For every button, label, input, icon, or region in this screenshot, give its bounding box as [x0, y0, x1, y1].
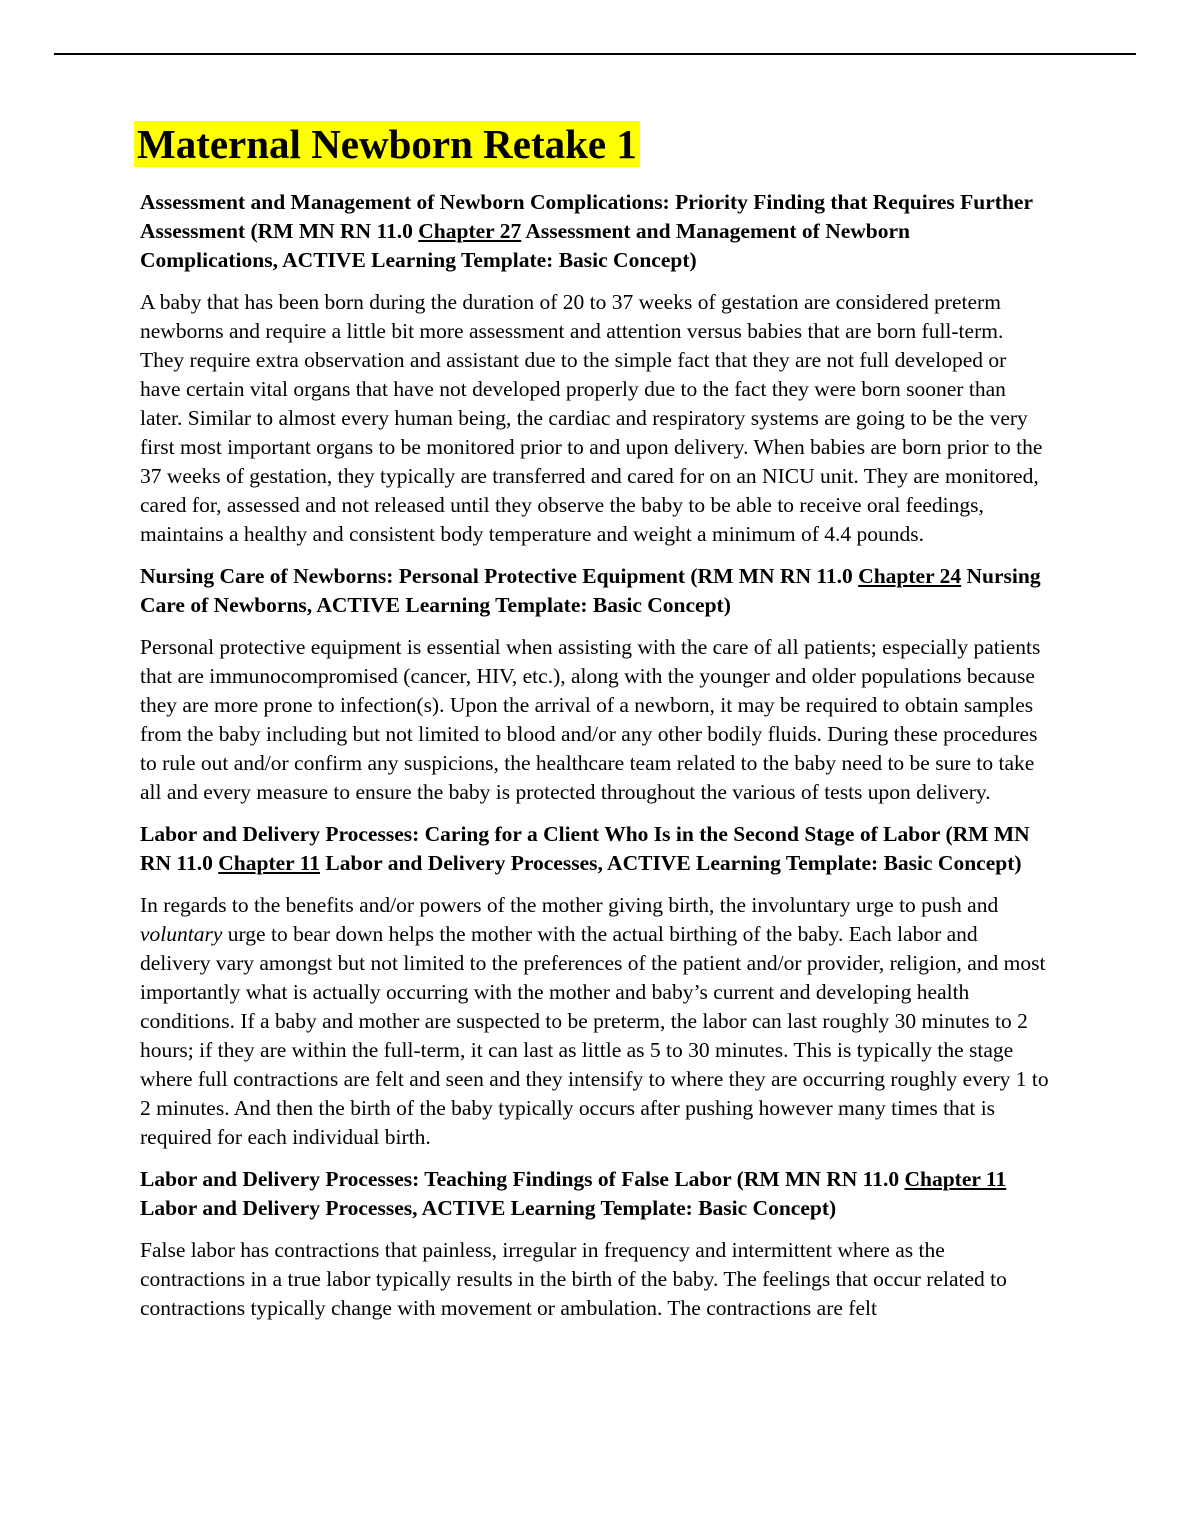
- section-body-second-stage-labor: In regards to the benefits and/or powers of the mother giving birth, the involuntary urge to push and voluntary urge to bear down helps the mother with the actual birthing of the baby. Each labor and delivery vary amongst but not limited to the preferences of the patient and/or provider, religion, and most importantly what is actually occurring with the mother and baby’s current and developing health conditions. If a baby and mother are suspected to be preterm, the labor can last roughly 30 minutes to 2 hours; if they are within the full-term, it can last as little as 5 to 30 minutes. This is typically the stage where full contractions are felt and seen and they intensify to where they are occurring roughly every 1 to 2 minutes. And then the birth of the baby typically occurs after pushing however many times that is required for each individual birth.: [140, 893, 1049, 1149]
- section-body-false-labor: False labor has contractions that painless, irregular in frequency and intermittent where as the contractions in a true labor typically results in the birth of the baby. The feelings that occur related to contractions typically change with movement or ambulation. The contractions are felt: [140, 1238, 1007, 1320]
- section-body-newborn-complications: A baby that has been born during the duration of 20 to 37 weeks of gestation are considered preterm newborns and require a little bit more assessment and attention versus babies that are born full-term. They require extra observation and assistant due to the simple fact that they are not full developed or have certain vital organs that have not developed properly due to the fact they were born sooner than later. Similar to almost every human being, the cardiac and respiratory systems are going to be the very first most important organs to be monitored prior to and upon delivery. When babies are born prior to the 37 weeks of gestation, they typically are transferred and cared for on an NICU unit. They are monitored, cared for, assessed and not released until they observe the baby to be able to receive oral feedings, maintains a healthy and consistent body temperature and weight a minimum of 4.4 pounds.: [140, 290, 1043, 546]
- section-heading-false-labor: Labor and Delivery Processes: Teaching Findings of False Labor (RM MN RN 11.0 Chapter 11 Labor and Delivery Processes, ACTIVE Learning Template: Basic Concept): [140, 1167, 1007, 1220]
- chapter-link[interactable]: Chapter 24: [858, 564, 962, 588]
- section-heading-second-stage-labor: Labor and Delivery Processes: Caring for a Client Who Is in the Second Stage of Labor (RM MN RN 11.0 Chapter 11 Labor and Delivery Processes, ACTIVE Learning Template: Basic Concept): [140, 822, 1030, 875]
- page-title: [132, 116, 642, 172]
- chapter-link[interactable]: Chapter 11: [218, 851, 320, 875]
- highlighted-title: Maternal Newborn Retake 1: [134, 121, 640, 167]
- section-body-ppe: Personal protective equipment is essential when assisting with the care of all patients; especially patients that are immunocompromised (cancer, HIV, etc.), along with the younger and older populations because they are more prone to infection(s). Upon the arrival of a newborn, it may be required to obtain samples from the baby including but not limited to blood and/or any other bodily fluids. During these procedures to rule out and/or confirm any suspicions, the healthcare team related to the baby need to be sure to take all and every measure to ensure the baby is protected throughout the various of tests upon delivery.: [140, 635, 1041, 804]
- section-heading-ppe: Nursing Care of Newborns: Personal Protective Equipment (RM MN RN 11.0 Chapter 24 Nursing Care of Newborns, ACTIVE Learning Template: Basic Concept): [140, 564, 1041, 617]
- top-rule: [54, 53, 1136, 55]
- chapter-link[interactable]: Chapter 11: [904, 1167, 1007, 1191]
- chapter-link[interactable]: Chapter 27: [418, 219, 522, 243]
- document-body: [140, 188, 1050, 1336]
- section-heading-newborn-complications: Assessment and Management of Newborn Complications: Priority Finding that Requires Further Assessment (RM MN RN 11.0 Chapter 27 Assessment and Management of Newborn Complications, ACTIVE Learning Template: Basic Concept): [140, 190, 1033, 272]
